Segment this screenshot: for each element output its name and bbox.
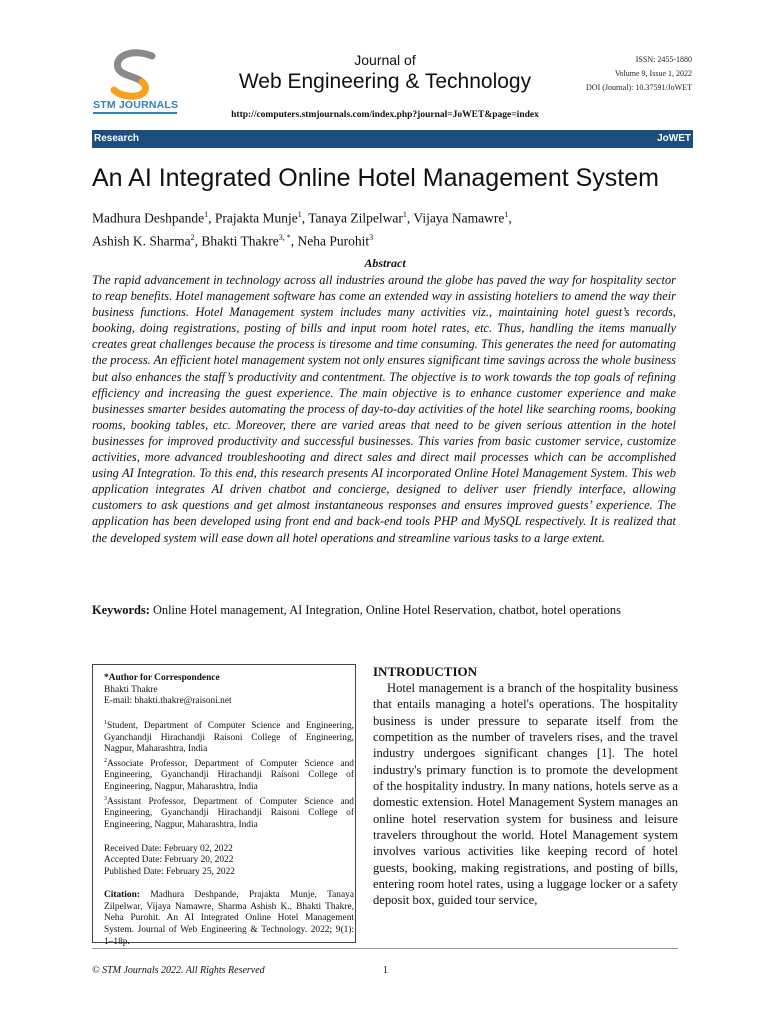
keywords [92,602,676,619]
author-line-1: Madhura Deshpande$^1$, Prajakta Munje$^1$, Tanaya Zilpelwar$^1$, Vijaya Namawre$^1$, [92,210,512,226]
correspondence-email: E-mail: bhakti.thakre@raisoni.net [104,696,232,707]
journal-of-label: Journal of [354,52,416,68]
introduction-text: Hotel management is a branch of the hospitality business that entails managing a hotel's operations. The hospitality business is under pressure to separate itself from the competition as the number of travelers rises, and the travel industry undergoes significant changes [1]. The hotel industry's primary function is to promote the development of the hospitality industry. In many nations, hotels serve as a domestic extension. Hotel Management System manages an online hotel reservation system for business and leisure travelers throughout the world. Hotel Management system involves various activities like keeping record of hotel guests, booking, making registrations, and posting of bills, entering room hotel rates, using a luggage locker or a safety deposit box, guided tour service, [373,681,678,908]
author-affiliation-mark: 1 [402,210,407,219]
introduction-heading: INTRODUCTION [373,664,478,679]
article-dates [104,844,354,879]
keywords-label: Keywords: [92,603,150,617]
journal-name: Web Engineering & Technology [238,70,532,93]
volume-issue: Volume 9, Issue 1, 2022 [614,69,692,78]
author-affiliation-mark: 3, * [278,232,291,242]
affiliation-item: $^1$Student, Department of Computer Science and Engineering, Gyanchandji Hirachandji Raisoni College of Engineering, Nagpur, Maharashtra, India [104,719,354,755]
author-name: Tanaya Zilpelwar [308,210,403,226]
keywords-text: Online Hotel management, AI Integration, Online Hotel Reservation, chatbot, hotel operations [152,603,621,617]
author-list [92,205,692,250]
affiliation-item: $^3$Assistant Professor, Department of Computer Science and Engineering, Gyanchandji Hirachandji Raisoni College of Engineering, Nagpur, Maharashtra, India [104,795,354,830]
doi: DOI (Journal): 10.37591/JoWET [586,83,692,92]
journal-meta [586,53,692,95]
author-name: Neha Purohit [297,233,370,248]
copyright: © STM Journals 2022. All Rights Reserved [92,965,265,976]
citation-text: Madhura Deshpande, Prajakta Munje, Tanaya Zilpelwar, Vijaya Namawre, Sharma Ashish K., Bhakti Thakre, Neha Purohit. An AI Integrated Online Hotel Management System. Journal of Web Engineering & Technology. 2022; 9(1): 1–18p. [104,890,354,947]
author-name: Prajakta Munje [214,210,298,226]
published-date: Published Date: February 25, 2022 [104,866,235,877]
affiliation-item: $^2$Associate Professor, Department of Computer Science and Engineering, Gyanchandji Hirachandji Raisoni College of Engineering, Nagpur, Maharashtra, India [104,757,354,792]
author-affiliation-mark: 1 [204,210,209,219]
section-band [92,130,693,148]
journal-abbrev: JoWET [657,133,691,144]
author-name: Ashish K. Sharma [92,233,191,248]
footer-divider [92,948,678,949]
citation [104,890,354,948]
received-date: Received Date: February 02, 2022 [104,843,233,854]
page-number: 1 [383,965,388,976]
author-name: Vijaya Namawre [413,210,505,226]
abstract-heading: Abstract [364,256,406,270]
author-affiliation-mark: 2 [190,232,195,242]
logo-text: STM JOURNALS [93,99,179,111]
citation-label: Citation: [104,890,140,901]
correspondence-box [92,664,356,947]
author-affiliation-mark: 1 [504,210,509,219]
journal-url-link[interactable]: http://computers.stmjournals.com/index.php?journal=JoWET&page=index [231,110,539,120]
author-name: Bhakti Thakre [201,233,279,248]
affiliations [104,718,354,832]
abstract-text: The rapid advancement in technology across all industries around the globe has paved the way for hospitality sector to reap benefits. Hotel management software has come an extended way in assisting hoteliers to amend the way their business functions. Hotel Management system includes many activities viz., maintaining hotel guest’s records, booking, doing registrations, posting of bills and input room hotel rates, etc. Thus, handling the items manually creates great challenges because the process is tiresome and time consuming. This generates the need for automating the process. An efficient hotel management system not only ensures significant time savings across the whole business but also enhances the staff’s productivity and contentment. The objective is to work towards the top goals of refining efficiency and increasing the guest experience. The main objective is to enhance customer experience and make businesses smarter besides automating the process of day-to-day activities of the hotel like searching rooms, booking rooms, booking tables, etc. Moreover, there are varied areas that need to be given serious attention in the hotel businesses for improved productivity and successful businesses. This varies from basic customer service, customize activities, more advanced troubleshooting and direct sales and direct mail processes which can be accomplished using AI Integration. To this end, this research presents AI incorporated Online Hotel Management System. This web application integrates AI driven chatbot and concierge, designed to deliver user friendly interface, allowing customers to ask questions and get almost instantaneous responses and ensures improved guests’ experience. The application has been developed using front end and back-end tools PHP and MySQL respectively. It is realized that the developed system will ease down all hotel operations and streamline various tasks to a large extent. [92,273,676,545]
article-type-label: Research [94,133,140,144]
correspondence-name: Bhakti Thakre [104,684,158,695]
author-affiliation-mark: 3 [369,232,374,242]
author-name: Madhura Deshpande [92,210,205,226]
correspondence-label: *Author for Correspondence [104,673,220,683]
issn: ISSN: 2455-1880 [635,55,692,64]
author-line-2: Ashish K. Sharma$^2$, Bhakti Thakre$^{3, *}$, Neha Purohit$^3$ [92,232,374,248]
article-title: An AI Integrated Online Hotel Management System [92,164,659,192]
accepted-date: Accepted Date: February 20, 2022 [104,855,234,866]
author-affiliation-mark: 1 [297,210,302,219]
